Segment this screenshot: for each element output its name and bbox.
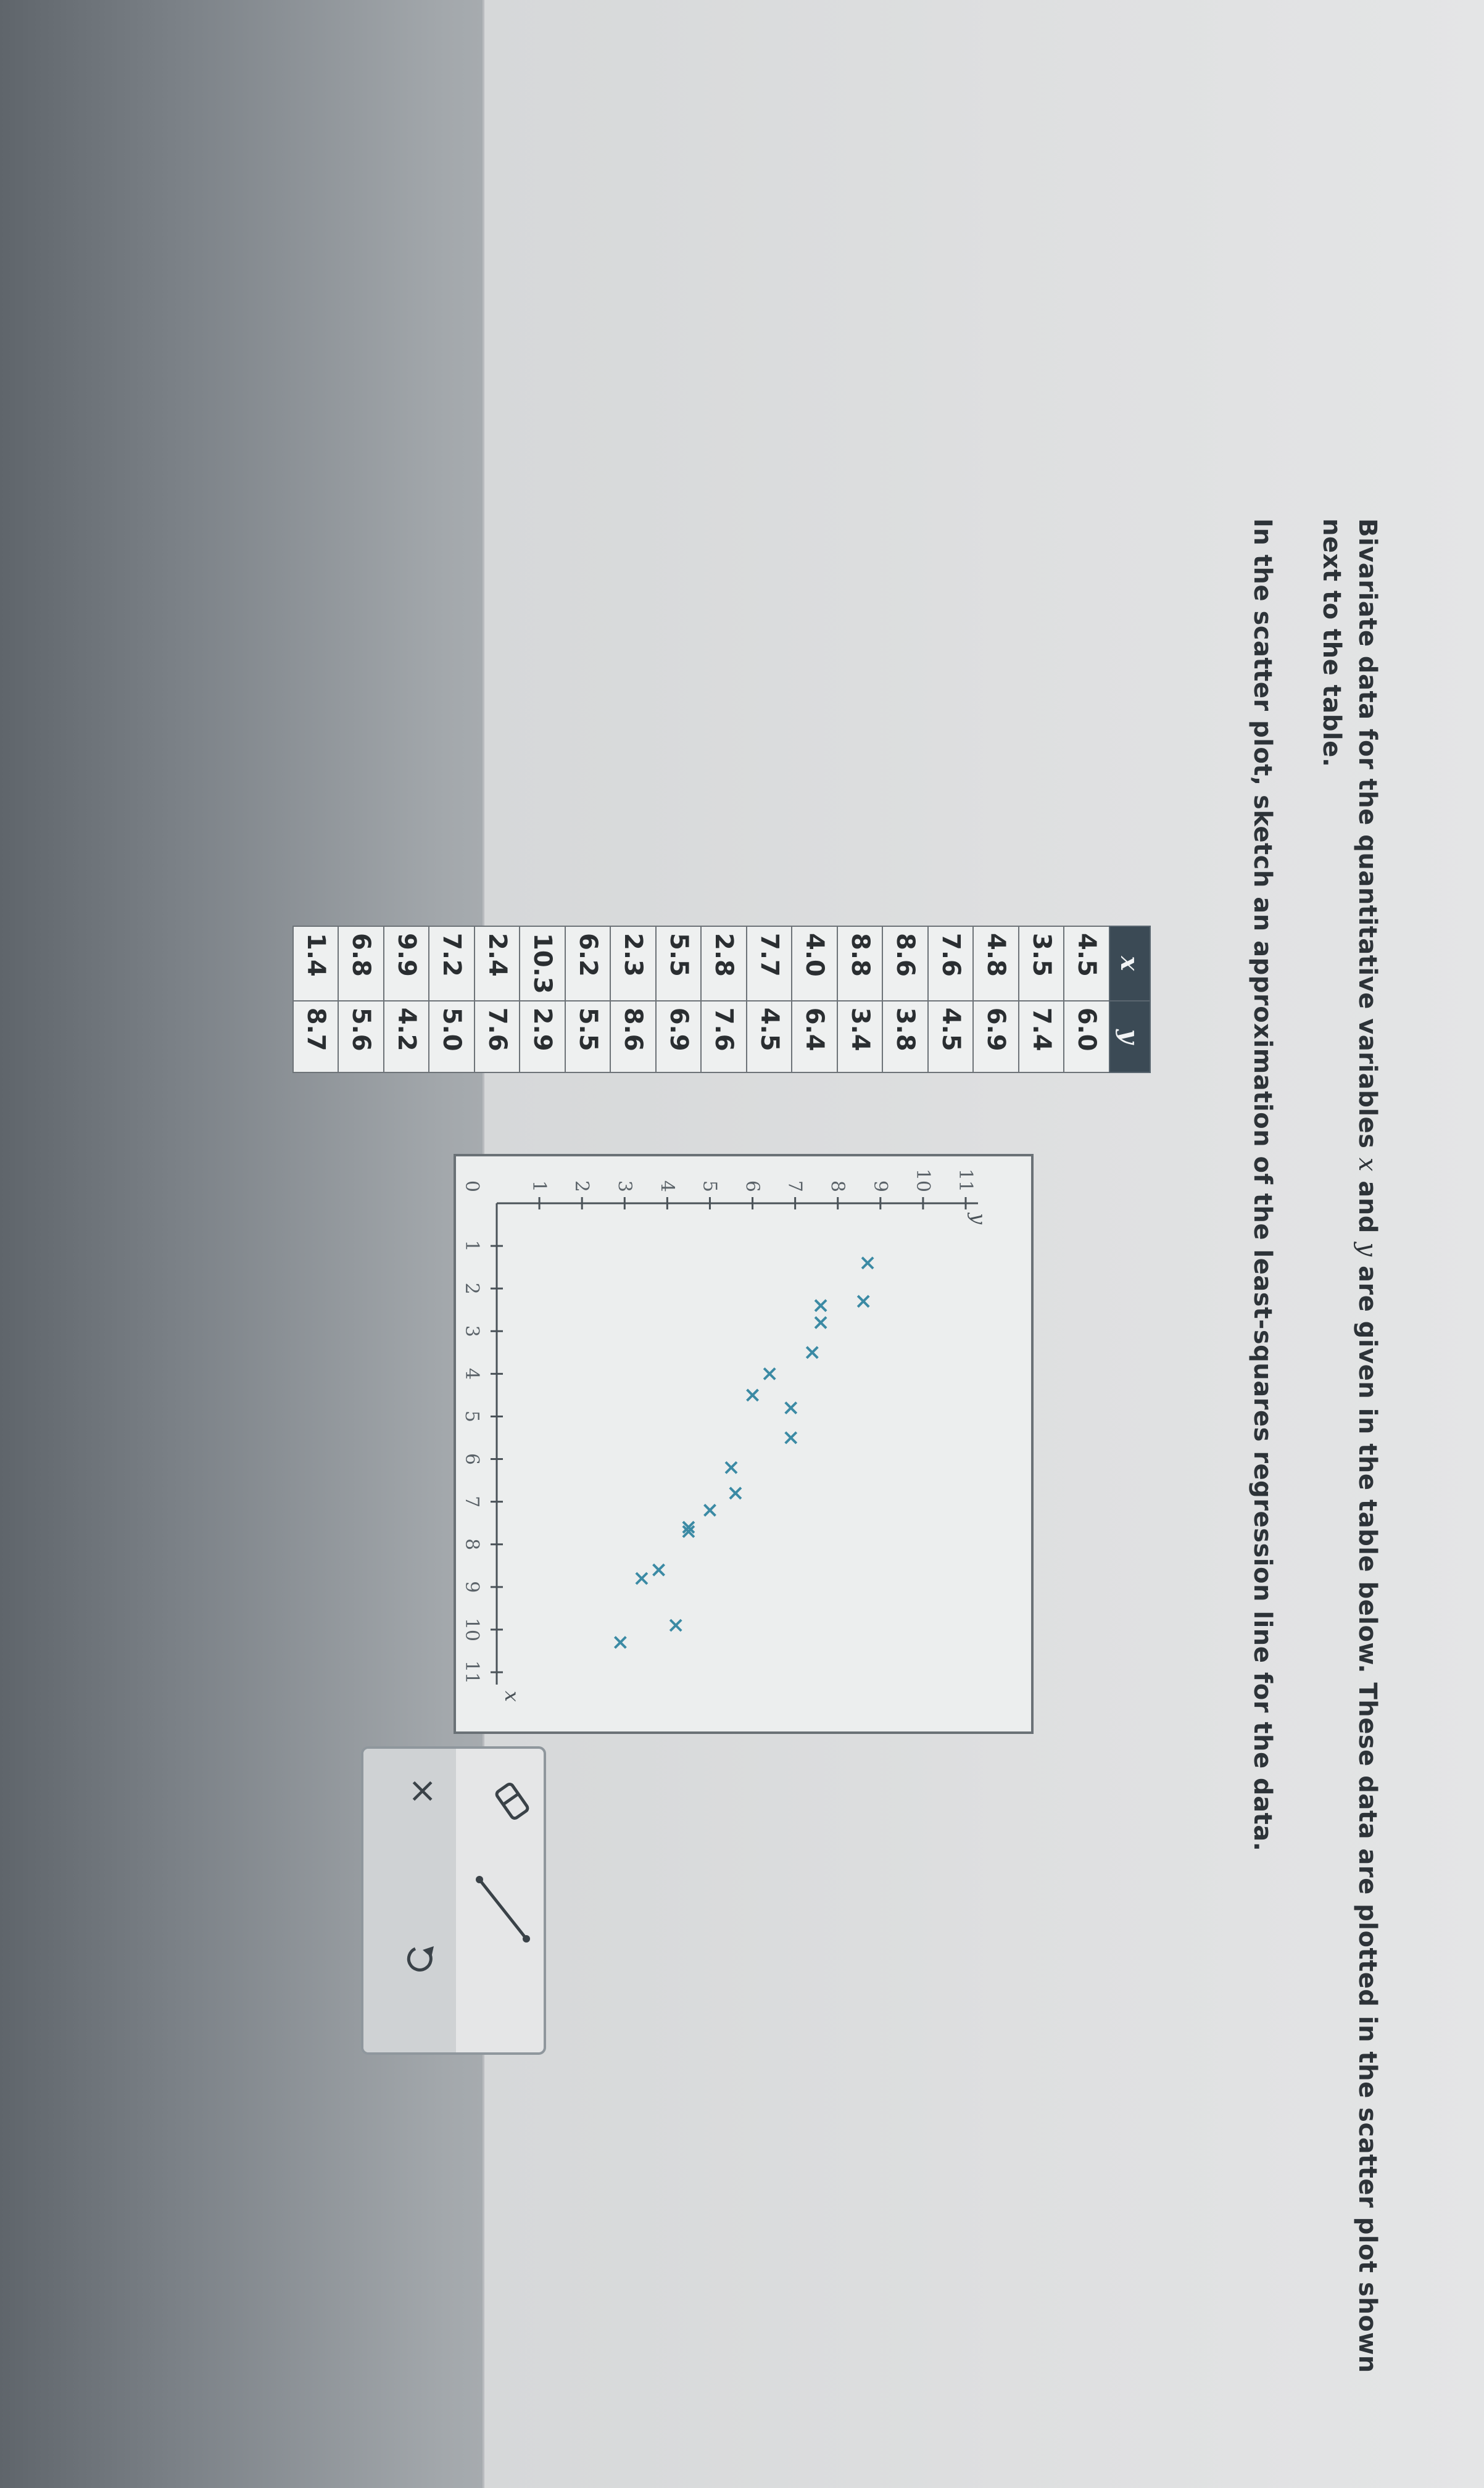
cell-x: 9.9 [384, 926, 429, 1001]
question-text-part3: are given in the table below. These data are plotted in the scatter plot shown next to the table. [1317, 518, 1382, 2373]
data-table [292, 926, 1151, 1073]
table-row [429, 926, 475, 1072]
table-header-row [1109, 926, 1150, 1072]
cell-x: 7.6 [928, 926, 974, 1001]
table-row [656, 926, 702, 1072]
y-tick-label: 11 [955, 1168, 976, 1192]
y-tick-label: 9 [869, 1180, 891, 1192]
cell-x: 1.4 [293, 926, 339, 1001]
cell-x: 2.4 [475, 926, 520, 1001]
variable-y: y [1353, 1242, 1382, 1257]
clear-button[interactable]: × [403, 1777, 443, 1806]
cell-x: 7.2 [429, 926, 475, 1001]
y-tick-label: 6 [741, 1180, 763, 1192]
table-row [747, 926, 792, 1072]
table-row [339, 926, 384, 1072]
x-tick-label: 11 [461, 1660, 483, 1685]
cell-x: 10.3 [520, 926, 566, 1001]
cell-x: 2.8 [702, 926, 747, 1001]
x-tick-label: 3 [461, 1325, 483, 1337]
y-axis-label: y [967, 1213, 990, 1225]
y-tick-label: 10 [911, 1168, 934, 1192]
line-tool-icon[interactable] [470, 1872, 534, 1946]
x-tick-label: 7 [461, 1496, 483, 1508]
header-x: x [1109, 926, 1150, 1001]
cell-x: 2.3 [611, 926, 657, 1001]
cell-y: 8.7 [293, 1001, 339, 1072]
table-row [974, 926, 1019, 1072]
eraser-icon[interactable] [488, 1777, 534, 1826]
cell-x: 8.6 [883, 926, 929, 1001]
scatter-plot[interactable] [454, 1154, 1034, 1734]
cell-x: 5.5 [656, 926, 702, 1001]
plot-frame [455, 1155, 1032, 1733]
cell-y: 7.4 [1019, 1001, 1064, 1072]
y-tick-label: 7 [784, 1180, 806, 1192]
table-row [293, 926, 339, 1072]
table-row [1019, 926, 1064, 1072]
question-text [1314, 518, 1385, 2400]
x-tick-label: 2 [461, 1282, 483, 1295]
x-axis-label: x [500, 1691, 524, 1702]
cell-y: 4.5 [747, 1001, 792, 1072]
cell-y: 8.6 [611, 1001, 657, 1072]
table-row [928, 926, 974, 1072]
cell-x: 3.5 [1019, 926, 1064, 1001]
origin-label: 0 [461, 1180, 483, 1192]
cell-x: 6.8 [339, 926, 384, 1001]
cell-y: 6.4 [792, 1001, 838, 1072]
cell-y: 7.6 [475, 1001, 520, 1072]
drawing-tool-panel [361, 1746, 546, 2055]
x-tick-label: 4 [461, 1367, 483, 1380]
cell-y: 4.2 [384, 1001, 429, 1072]
variable-x: x [1353, 1157, 1382, 1172]
x-tick-label: 6 [461, 1453, 483, 1466]
question-text-part2: and [1353, 1171, 1382, 1243]
cell-y: 5.6 [339, 1001, 384, 1072]
cell-x: 4.8 [974, 926, 1019, 1001]
undo-icon[interactable] [399, 1940, 439, 1977]
y-tick-label: 1 [528, 1180, 550, 1192]
table-row [883, 926, 929, 1072]
y-tick-label: 8 [826, 1180, 848, 1192]
cell-x: 7.7 [747, 926, 792, 1001]
x-tick-label: 5 [461, 1410, 483, 1423]
question-text-part1: Bivariate data for the quantitative variables [1353, 518, 1382, 1158]
x-tick-label: 10 [461, 1617, 483, 1642]
cell-y: 2.9 [520, 1001, 566, 1072]
table-row [565, 926, 611, 1072]
x-tick-label: 8 [461, 1538, 483, 1551]
cell-x: 6.2 [565, 926, 611, 1001]
cell-y: 5.5 [565, 1001, 611, 1072]
cell-x: 4.0 [792, 926, 838, 1001]
table-row [384, 926, 429, 1072]
cell-x: 8.8 [837, 926, 883, 1001]
y-tick-label: 2 [571, 1180, 593, 1192]
table-row [837, 926, 883, 1072]
cell-y: 7.6 [702, 1001, 747, 1072]
x-tick-label: 1 [461, 1240, 483, 1252]
y-tick-label: 4 [656, 1180, 678, 1192]
header-y: y [1109, 1001, 1150, 1072]
cell-y: 3.8 [883, 1001, 929, 1072]
cell-y: 6.0 [1064, 1001, 1110, 1072]
table-row [792, 926, 838, 1072]
cell-y: 6.9 [656, 1001, 702, 1072]
cell-y: 6.9 [974, 1001, 1019, 1072]
table-row [520, 926, 566, 1072]
question-page [301, 0, 1484, 2488]
cell-y: 3.4 [837, 1001, 883, 1072]
y-tick-label: 5 [698, 1180, 721, 1192]
cell-y: 5.0 [429, 1001, 475, 1072]
x-tick-label: 9 [461, 1581, 483, 1593]
table-row [1064, 926, 1110, 1072]
table-row [611, 926, 657, 1072]
table-row [475, 926, 520, 1072]
cell-x: 4.5 [1064, 926, 1110, 1001]
cell-y: 4.5 [928, 1001, 974, 1072]
table-row [702, 926, 747, 1072]
y-tick-label: 3 [613, 1180, 636, 1192]
instruction-text: In the scatter plot, sketch an approximation of the least-squares regression line for the data. [1248, 518, 1277, 1852]
